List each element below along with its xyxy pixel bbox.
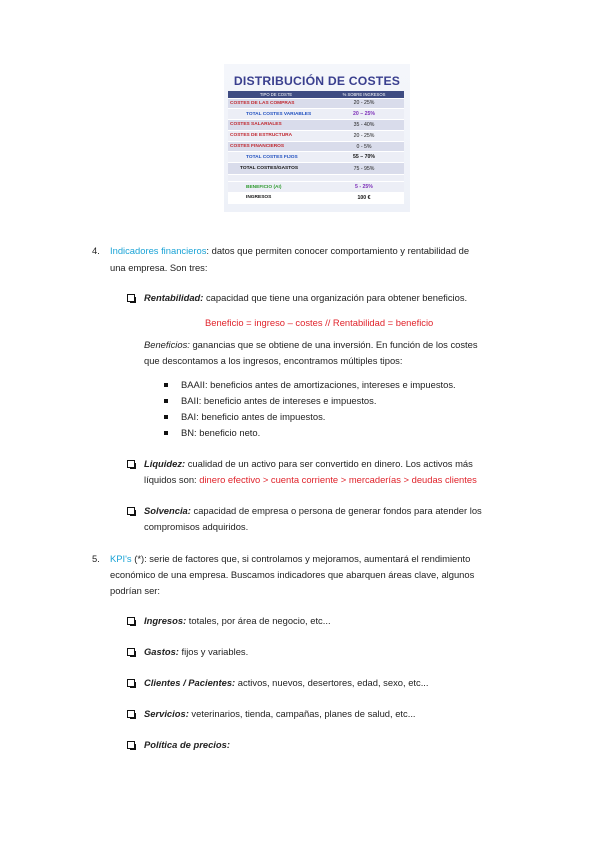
row-value: 100 € <box>324 193 404 204</box>
section-5-intro-line3: podrían ser: <box>110 585 161 596</box>
row-value: 20 - 25% <box>324 130 404 141</box>
checkbox-icon <box>127 460 135 468</box>
row-label: COSTES DE ESTRUCTURA <box>228 130 324 141</box>
kpi-label: Servicios: <box>144 708 189 719</box>
checkbox-icon <box>127 679 135 687</box>
solvencia-label: Solvencia: <box>144 505 191 516</box>
bullet-icon <box>164 431 168 435</box>
row-value: 20 – 25% <box>324 109 404 120</box>
section-4-intro-text: : datos que permiten conocer comportamiento y rentabilidad de <box>206 245 470 256</box>
list-item: BAAII: beneficios antes de amortizaciones, intereses e impuestos. <box>181 379 456 390</box>
checkbox-icon <box>127 648 135 656</box>
section-4-intro-line2: una empresa. Son tres: <box>110 262 208 273</box>
bullet-icon <box>164 415 168 419</box>
kpi-label: Ingresos: <box>144 615 187 626</box>
kpi-text: fijos y variables. <box>178 646 249 657</box>
table-row <box>228 130 404 141</box>
kpi-text: totales, por área de negocio, etc... <box>186 615 331 626</box>
table-header-row <box>228 91 404 98</box>
header-percent: % SOBRE INGRESOS <box>324 91 404 98</box>
beneficios-para <box>144 339 478 351</box>
table-row <box>228 152 404 163</box>
solvencia-line2: compromisos adquiridos. <box>144 521 249 532</box>
beneficios-line2: que descontamos a los ingresos, encontramos múltiples tipos: <box>144 355 403 366</box>
liquidez-text: cualidad de un activo para ser convertido en dinero. Los activos más <box>185 458 473 469</box>
section-4-number: 4. <box>92 245 100 256</box>
row-label: COSTES SALARIALES <box>228 120 324 131</box>
row-value: 55 – 70% <box>324 152 404 163</box>
kpi-text: activos, nuevos, desertores, edad, sexo, etc... <box>235 677 429 688</box>
kpi-item <box>144 677 429 689</box>
checkbox-icon <box>127 507 135 515</box>
kpi-label: Gastos: <box>144 646 179 657</box>
row-label: TOTAL COSTES FIJOS <box>228 152 324 163</box>
section-5-number: 5. <box>92 553 100 564</box>
kpi-item <box>144 708 416 720</box>
row-label: COSTES DE LAS COMPRAS <box>228 98 324 109</box>
section-5-title: KPI's <box>110 553 132 564</box>
list-item: BN: beneficio neto. <box>181 427 261 438</box>
table-row <box>228 109 404 120</box>
section-5-intro-text: (*): serie de factores que, si controlamos y mejoramos, aumentará el rendimiento <box>131 553 471 564</box>
kpi-item <box>144 615 331 627</box>
row-label: INGRESOS <box>228 193 324 204</box>
beneficios-text: ganancias que se obtiene de una inversión. En función de los costes <box>189 339 478 350</box>
checkbox-icon <box>127 617 135 625</box>
cost-distribution-figure <box>224 64 410 212</box>
kpi-text: veterinarios, tienda, campañas, planes de salud, etc... <box>188 708 416 719</box>
section-5-intro-line2: económico de una empresa. Buscamos indicadores que abarquen áreas clave, algunos <box>110 569 475 580</box>
list-item: BAII: beneficio antes de intereses e impuestos. <box>181 395 377 406</box>
section-5-intro <box>110 553 470 565</box>
row-value: 35 - 40% <box>324 120 404 131</box>
row-label: TOTAL COSTES VARIABLES <box>228 109 324 120</box>
rentabilidad-label: Rentabilidad: <box>144 292 204 303</box>
solvencia-text: capacidad de empresa o persona de generar fondos para atender los <box>190 505 482 516</box>
section-4-title: Indicadores financieros <box>110 245 207 256</box>
row-label: TOTAL COSTES/GASTOS <box>228 163 324 175</box>
row-value: 0 - 5% <box>324 141 404 152</box>
table-row <box>228 193 404 204</box>
checkbox-icon <box>127 741 135 749</box>
list-item: BAI: beneficio antes de impuestos. <box>181 411 326 422</box>
rentabilidad-item <box>144 292 467 304</box>
beneficios-label: Beneficios: <box>144 339 190 350</box>
kpi-item <box>144 739 230 751</box>
table-row <box>228 141 404 152</box>
bullet-icon <box>164 399 168 403</box>
liquidez-line2 <box>144 474 477 486</box>
solvencia-item <box>144 505 482 517</box>
liquidez-item <box>144 458 473 470</box>
kpi-label: Clientes / Pacientes: <box>144 677 236 688</box>
table-row <box>228 98 404 109</box>
kpi-item <box>144 646 248 658</box>
row-value: 5 - 25% <box>324 182 404 193</box>
table-spacer-row <box>228 175 404 182</box>
rentabilidad-text: capacidad que tiene una organización para obtener beneficios. <box>203 292 468 303</box>
table-row <box>228 120 404 131</box>
row-value: 75 - 95% <box>324 163 404 175</box>
cost-table <box>228 91 404 204</box>
liquidez-line2-text: líquidos son: <box>144 474 200 485</box>
formula-text: Beneficio = ingreso – costes // Rentabilidad = beneficio <box>205 317 434 328</box>
bullet-icon <box>164 383 168 387</box>
checkbox-icon <box>127 294 135 302</box>
checkbox-icon <box>127 710 135 718</box>
table-row <box>228 182 404 193</box>
row-label: COSTES FINANCIEROS <box>228 141 324 152</box>
table-row <box>228 163 404 175</box>
row-value: 20 - 25% <box>324 98 404 109</box>
liquidez-label: Liquidez: <box>144 458 186 469</box>
kpi-label: Política de precios: <box>144 739 230 750</box>
figure-title: DISTRIBUCIÓN DE COSTES <box>233 74 401 88</box>
header-cost-type: TIPO DE COSTE <box>228 91 324 98</box>
section-4-intro <box>110 245 469 257</box>
liquidez-order: dinero efectivo > cuenta corriente > mercaderías > deudas clientes <box>199 474 477 485</box>
row-label: BENEFICIO (AI) <box>228 182 324 193</box>
